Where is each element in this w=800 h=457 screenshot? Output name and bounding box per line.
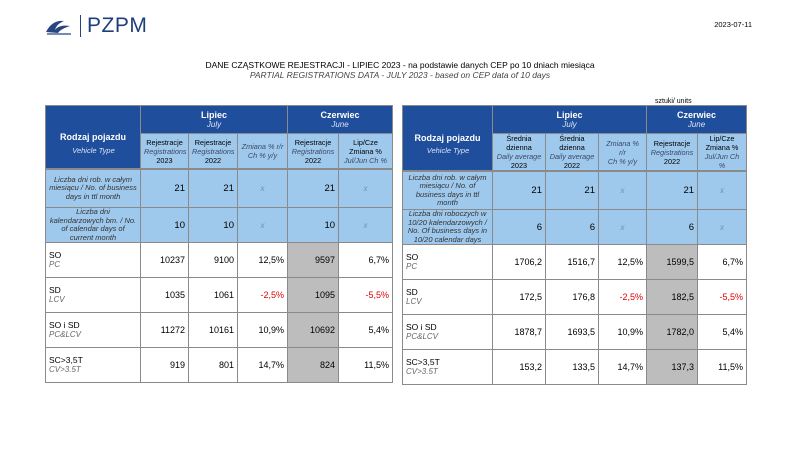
info-row-label: Liczba dni rob. w całym miesiącu / No. of business days in ttl month [403, 172, 493, 210]
row-label: SO PC [46, 243, 141, 278]
info-cell: 6 [647, 210, 698, 245]
info-cell: x [599, 210, 647, 245]
cell: 5,4% [698, 315, 747, 350]
col-registrations-2022: Rejestracje Registrations 2022 [189, 134, 238, 169]
table-row [46, 313, 393, 348]
cell: 11,5% [339, 348, 393, 383]
group-june-label: Czerwiec [677, 110, 717, 120]
group-june-label-en: June [687, 120, 706, 129]
cell: 12,5% [599, 245, 647, 280]
info-cell: x [599, 172, 647, 210]
cell: 11272 [141, 313, 189, 348]
vehicle-type-label: Rodzaj pojazdu [60, 132, 126, 142]
col-june-registrations: Rejestracje Registrations 2022 [288, 134, 339, 169]
group-july-label-en: July [562, 120, 577, 129]
col-registrations-2023: Rejestracje Registrations 2023 [141, 134, 189, 169]
cell: -5,5% [698, 280, 747, 315]
table-row [403, 245, 747, 280]
group-july-label: Lipiec [556, 110, 583, 120]
info-cell: x [698, 172, 747, 210]
group-june-label-en: June [331, 120, 349, 129]
cell: 1706,2 [493, 245, 546, 280]
table-row [403, 280, 747, 315]
row-label: SC>3,5T CV>3.5T [403, 350, 493, 385]
cell: 6,7% [339, 243, 393, 278]
cell: 1878,7 [493, 315, 546, 350]
report-date: 2023-07-11 [714, 20, 752, 29]
info-row-label: Liczba dni kalendarzowych bm. / No. of calendar days of current month [46, 208, 141, 243]
cell: -2,5% [599, 280, 647, 315]
info-cell: 6 [546, 210, 599, 245]
cell: 172,5 [493, 280, 546, 315]
cell: 1095 [288, 278, 339, 313]
vehicle-type-en-right: Vehicle Type [426, 146, 470, 155]
cell: 1061 [189, 278, 238, 313]
brand-name: PZPM [87, 14, 148, 37]
info-cell: 10 [288, 208, 339, 243]
cell: 5,4% [339, 313, 393, 348]
group-june-header [288, 106, 393, 134]
table-row [46, 243, 393, 278]
info-cell: x [698, 210, 747, 245]
info-cell: 10 [189, 208, 238, 243]
cell: 11,5% [698, 350, 747, 385]
info-cell: 21 [493, 172, 546, 210]
row-label: SD LCV [46, 278, 141, 313]
table-row [403, 315, 747, 350]
cell: 176,8 [546, 280, 599, 315]
row-label: SO i SD PC&LCV [46, 313, 141, 348]
cell: 1035 [141, 278, 189, 313]
group-june-label: Czerwiec [320, 110, 360, 120]
cell: 10,9% [599, 315, 647, 350]
cell: 137,3 [647, 350, 698, 385]
info-cell: 21 [189, 170, 238, 208]
pzpm-logo [44, 14, 147, 38]
col-change-yy: Zmiana % r/r Ch % y/y [599, 134, 647, 171]
cell: 182,5 [647, 280, 698, 315]
vehicle-type-en-left: Vehicle Type [72, 146, 115, 155]
info-cell: 21 [288, 170, 339, 208]
cell: -5,5% [339, 278, 393, 313]
group-july-label: Lipiec [201, 110, 228, 120]
row-label: SO PC [403, 245, 493, 280]
report-title-en: PARTIAL REGISTRATIONS DATA - JULY 2023 - based on CEP data of 10 days [249, 70, 551, 80]
cell: -2,5% [238, 278, 288, 313]
cell: 153,2 [493, 350, 546, 385]
cell: 14,7% [238, 348, 288, 383]
table-row [403, 350, 747, 385]
col-june-registrations: Rejestracje Registrations 2022 [647, 134, 698, 171]
col-jul-jun-change: Lip/Cze Zmiana % Jul/Jun Ch % [339, 134, 393, 169]
info-cell: 21 [141, 170, 189, 208]
cell: 12,5% [238, 243, 288, 278]
cell: 1516,7 [546, 245, 599, 280]
cell: 133,5 [546, 350, 599, 385]
info-cell: x [238, 170, 288, 208]
info-row-label: Liczba dni rob. w całym miesiącu / No. of business days in ttl month [46, 170, 141, 208]
info-cell: 10 [141, 208, 189, 243]
units-label: sztuki/ units [655, 98, 692, 105]
cell: 919 [141, 348, 189, 383]
info-cell: x [339, 170, 393, 208]
info-cell: 21 [647, 172, 698, 210]
cell: 1599,5 [647, 245, 698, 280]
info-cell: x [339, 208, 393, 243]
info-cell: 21 [546, 172, 599, 210]
info-cell: 6 [493, 210, 546, 245]
cell: 824 [288, 348, 339, 383]
cell: 10161 [189, 313, 238, 348]
cell: 801 [189, 348, 238, 383]
vehicle-type-header [403, 106, 493, 171]
cell: 9597 [288, 243, 339, 278]
group-july-label-en: July [206, 120, 222, 129]
row-label: SO i SD PC&LCV [403, 315, 493, 350]
table-row [46, 348, 393, 383]
group-july-header [493, 106, 647, 134]
cell: 6,7% [698, 245, 747, 280]
col-change-yy: Zmiana % r/r Ch % y/y [238, 134, 288, 169]
cell: 10237 [141, 243, 189, 278]
cell: 14,7% [599, 350, 647, 385]
logo-separator [80, 15, 81, 37]
group-june-header [647, 106, 747, 134]
row-label: SD LCV [403, 280, 493, 315]
cell: 10,9% [238, 313, 288, 348]
info-cell: x [238, 208, 288, 243]
table-row [46, 278, 393, 313]
cell: 1782,0 [647, 315, 698, 350]
col-daily-average-2022: Średnia dzienna Daily average 2022 [546, 134, 599, 171]
cell: 9100 [189, 243, 238, 278]
vehicle-type-label: Rodzaj pojazdu [414, 133, 481, 143]
row-label: SC>3,5T CV>3.5T [46, 348, 141, 383]
vehicle-type-header [46, 106, 141, 169]
col-daily-average-2023: Średnia dzienna Daily average 2023 [493, 134, 546, 171]
col-jul-jun-change: Lip/Cze Zmiana % Jul/Jun Ch % [698, 134, 747, 171]
pzpm-emblem-icon [44, 14, 74, 38]
report-title-pl: DANE CZĄSTKOWE REJESTRACJI - LIPIEC 2023 - na podstawie danych CEP po 10 dniach miesiąca [205, 60, 595, 70]
cell: 1693,5 [546, 315, 599, 350]
info-row-label: Liczba dni roboczych w 10/20 kalendarzowych / No. Of business days in 10/20 calendar days [403, 210, 493, 245]
group-july-header [141, 106, 288, 134]
cell: 10692 [288, 313, 339, 348]
